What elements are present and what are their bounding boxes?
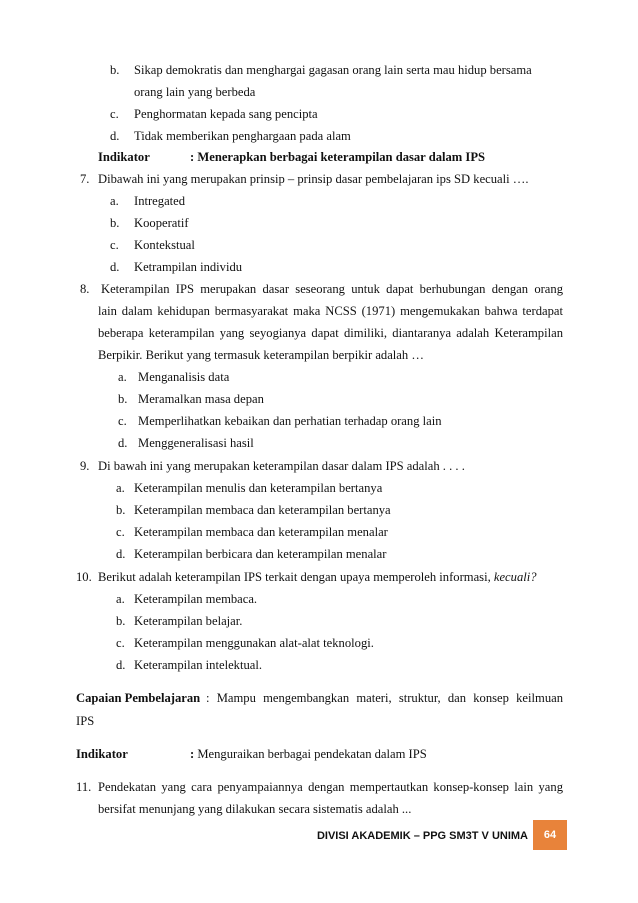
q10-question	[98, 569, 537, 585]
q8-option-letter: c.	[118, 414, 127, 428]
q9-option-text: Keterampilan membaca dan keterampilan menalar	[134, 525, 388, 539]
q9-option-letter: a.	[116, 481, 125, 495]
q7-option-text: Kooperatif	[134, 216, 189, 230]
q10-option-letter: a.	[116, 592, 125, 606]
q8-option-text: Menggeneralisasi hasil	[138, 436, 254, 450]
q8-option-text: Menganalisis data	[138, 370, 230, 384]
capaian-label: Capaian Pembelajaran	[76, 691, 201, 705]
q6-option-b-letter: b.	[110, 63, 120, 77]
q8-option-text: Meramalkan masa depan	[138, 392, 264, 406]
q10-number: 10.	[76, 570, 92, 584]
q9-option-letter: b.	[116, 503, 126, 517]
q7-option-letter: d.	[110, 260, 120, 274]
q7-question: Dibawah ini yang merupakan prinsip – prinsip dasar pembelajaran ips SD kecuali ….	[98, 172, 529, 186]
q10-option-letter: d.	[116, 658, 126, 672]
q9-option-text: Keterampilan membaca dan keterampilan bertanya	[134, 503, 391, 517]
q11-line2: bersifat menunjang yang dilakukan secara sistematis adalah ...	[98, 802, 412, 816]
q8-option-letter: b.	[118, 392, 128, 406]
q8-line1: Keterampilan IPS merupakan dasar seseorang untuk dapat berhubungan dengan orang	[101, 282, 563, 296]
q10-question-italic: kecuali?	[493, 570, 537, 584]
q8-line3: beberapa keterampilan yang seyogianya dapat dimiliki, diantaranya adalah Keterampilan	[98, 326, 563, 340]
footer-text: DIVISI AKADEMIK – PPG SM3T V UNIMA	[316, 830, 528, 842]
q6-option-c-text: Penghormatan kepada sang pencipta	[134, 107, 318, 121]
q10-option-letter: c.	[116, 636, 125, 650]
q7-option-letter: a.	[110, 194, 119, 208]
q9-option-letter: d.	[116, 547, 126, 561]
q9-number: 9.	[80, 459, 90, 473]
indikator-text: : Menerapkan berbagai keterampilan dasar dalam IPS	[190, 150, 486, 164]
q9-option-letter: c.	[116, 525, 125, 539]
q6-option-d-text: Tidak memberikan penghargaan pada alam	[134, 129, 351, 143]
q8-option-text: Memperlihatkan kebaikan dan perhatian terhadap orang lain	[138, 414, 442, 428]
q9-option-text: Keterampilan menulis dan keterampilan bertanya	[134, 481, 383, 495]
q8-option-letter: a.	[118, 370, 127, 384]
q8-line2: lain dalam kehidupan bermasyarakat maka NCSS (1971) mengemukakan bahwa terdapat	[98, 304, 563, 318]
q9-question: Di bawah ini yang merupakan keterampilan dasar dalam IPS adalah . . . .	[98, 459, 465, 473]
q6-option-b-line1: Sikap demokratis dan menghargai gagasan orang lain serta mau hidup bersama	[134, 63, 532, 77]
capaian-line2: IPS	[76, 714, 95, 728]
q6-option-b-line2: orang lain yang berbeda	[134, 85, 256, 99]
q10-option-text: Keterampilan intelektual.	[134, 658, 262, 672]
capaian-line1: : Mampu mengembangkan materi, struktur, dan konsep keilmuan	[206, 691, 563, 705]
indikator2-text	[190, 746, 427, 762]
q6-option-c-letter: c.	[110, 107, 119, 121]
q6-option-d-letter: d.	[110, 129, 120, 143]
indikator2-colon: :	[190, 747, 195, 761]
page-number-badge: 64	[533, 820, 567, 850]
indikator-label: Indikator	[98, 150, 150, 164]
indikator2-label: Indikator	[76, 747, 128, 761]
q7-option-text: Kontekstual	[134, 238, 195, 252]
q9-option-text: Keterampilan berbicara dan keterampilan menalar	[134, 547, 387, 561]
q10-question-text: Berikut adalah keterampilan IPS terkait dengan upaya memperoleh informasi,	[98, 570, 494, 584]
q7-option-text: Intregated	[134, 194, 186, 208]
q11-line1: Pendekatan yang cara penyampaiannya dengan mempertautkan konsep-konsep lain yang	[98, 780, 563, 794]
q8-line4: Berpikir. Berikut yang termasuk keterampilan berpikir adalah …	[98, 348, 424, 362]
q7-option-letter: b.	[110, 216, 120, 230]
q10-option-text: Keterampilan menggunakan alat-alat teknologi.	[134, 636, 374, 650]
q10-option-text: Keterampilan belajar.	[134, 614, 243, 628]
q7-option-letter: c.	[110, 238, 119, 252]
q8-number: 8.	[80, 282, 90, 296]
q10-option-text: Keterampilan membaca.	[134, 592, 258, 606]
q7-number: 7.	[80, 172, 90, 186]
indikator2-desc: Menguraikan berbagai pendekatan dalam IPS	[194, 747, 427, 761]
q7-option-text: Ketrampilan individu	[134, 260, 243, 274]
q10-option-letter: b.	[116, 614, 126, 628]
q11-number: 11.	[76, 780, 92, 794]
q8-option-letter: d.	[118, 436, 128, 450]
